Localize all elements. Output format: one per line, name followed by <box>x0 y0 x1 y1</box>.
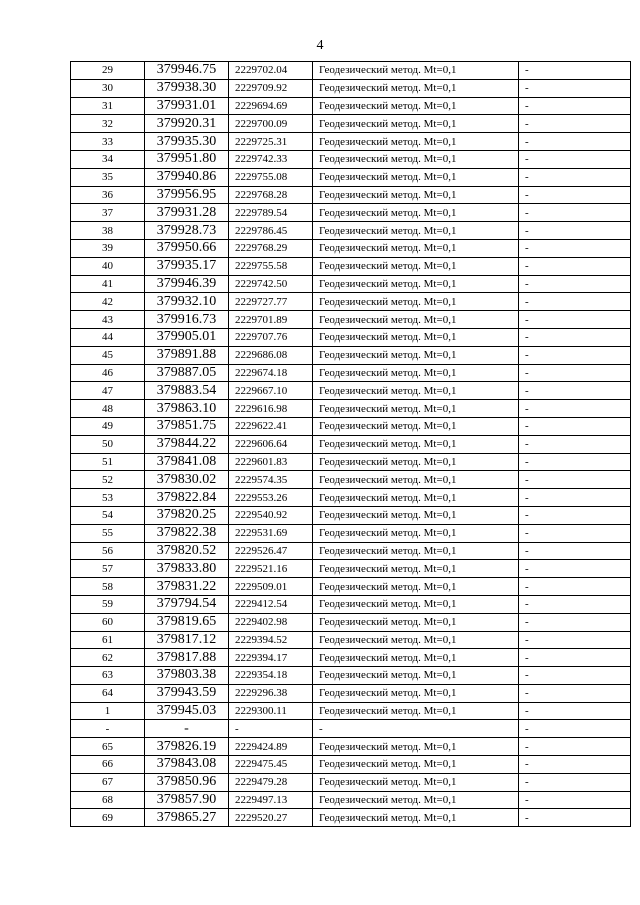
table-row <box>71 364 631 382</box>
point-number-cell: 35 <box>71 168 145 186</box>
y-coordinate-cell: 2229786.45 <box>229 222 313 240</box>
table-row <box>71 328 631 346</box>
table-row <box>71 684 631 702</box>
note-cell: - <box>519 293 631 311</box>
method-cell: Геодезический метод. Mt=0,1 <box>313 649 519 667</box>
point-number-cell: 65 <box>71 738 145 756</box>
y-coordinate-cell: 2229622.41 <box>229 417 313 435</box>
y-coordinate-cell: 2229707.76 <box>229 328 313 346</box>
table-row <box>71 417 631 435</box>
point-number-cell: 36 <box>71 186 145 204</box>
x-coordinate-cell: 379830.02 <box>145 471 229 489</box>
y-coordinate-cell: 2229521.16 <box>229 560 313 578</box>
y-coordinate-cell: 2229526.47 <box>229 542 313 560</box>
method-cell: Геодезический метод. Mt=0,1 <box>313 524 519 542</box>
note-cell: - <box>519 471 631 489</box>
x-coordinate-cell: 379817.12 <box>145 631 229 649</box>
point-number-cell: 37 <box>71 204 145 222</box>
point-number-cell: 67 <box>71 773 145 791</box>
y-coordinate-cell: 2229789.54 <box>229 204 313 222</box>
y-coordinate-cell: 2229479.28 <box>229 773 313 791</box>
method-cell: Геодезический метод. Mt=0,1 <box>313 239 519 257</box>
point-number-cell: 58 <box>71 578 145 596</box>
point-number-cell: 38 <box>71 222 145 240</box>
table-row <box>71 400 631 418</box>
point-number-cell: 46 <box>71 364 145 382</box>
x-coordinate-cell: 379826.19 <box>145 738 229 756</box>
table-row <box>71 204 631 222</box>
x-coordinate-cell: 379940.86 <box>145 168 229 186</box>
table-row <box>71 311 631 329</box>
note-cell: - <box>519 328 631 346</box>
table-row <box>71 453 631 471</box>
point-number-cell: 52 <box>71 471 145 489</box>
table-row <box>71 168 631 186</box>
point-number-cell: 62 <box>71 649 145 667</box>
x-coordinate-cell: 379931.28 <box>145 204 229 222</box>
y-coordinate-cell: 2229424.89 <box>229 738 313 756</box>
table-row <box>71 649 631 667</box>
x-coordinate-cell: 379817.88 <box>145 649 229 667</box>
table-row <box>71 97 631 115</box>
point-number-cell: 41 <box>71 275 145 293</box>
note-cell: - <box>519 720 631 738</box>
x-coordinate-cell: 379946.39 <box>145 275 229 293</box>
x-coordinate-cell: 379831.22 <box>145 578 229 596</box>
table-row <box>71 222 631 240</box>
note-cell: - <box>519 222 631 240</box>
y-coordinate-cell: 2229616.98 <box>229 400 313 418</box>
note-cell: - <box>519 773 631 791</box>
method-cell: Геодезический метод. Mt=0,1 <box>313 578 519 596</box>
y-coordinate-cell: 2229701.89 <box>229 311 313 329</box>
point-number-cell: 48 <box>71 400 145 418</box>
point-number-cell: - <box>71 720 145 738</box>
point-number-cell: 44 <box>71 328 145 346</box>
table-row <box>71 435 631 453</box>
table-row <box>71 738 631 756</box>
note-cell: - <box>519 631 631 649</box>
table-row <box>71 79 631 97</box>
x-coordinate-cell: 379943.59 <box>145 684 229 702</box>
table-row <box>71 631 631 649</box>
note-cell: - <box>519 257 631 275</box>
note-cell: - <box>519 168 631 186</box>
table-row <box>71 560 631 578</box>
method-cell: Геодезический метод. Mt=0,1 <box>313 115 519 133</box>
x-coordinate-cell: 379932.10 <box>145 293 229 311</box>
y-coordinate-cell: 2229296.38 <box>229 684 313 702</box>
note-cell: - <box>519 649 631 667</box>
table-row <box>71 293 631 311</box>
point-number-cell: 31 <box>71 97 145 115</box>
note-cell: - <box>519 239 631 257</box>
method-cell: Геодезический метод. Mt=0,1 <box>313 471 519 489</box>
table-row <box>71 667 631 685</box>
point-number-cell: 33 <box>71 133 145 151</box>
x-coordinate-cell: 379820.25 <box>145 506 229 524</box>
method-cell: Геодезический метод. Mt=0,1 <box>313 400 519 418</box>
table-row <box>71 773 631 791</box>
x-coordinate-cell: 379841.08 <box>145 453 229 471</box>
x-coordinate-cell: 379833.80 <box>145 560 229 578</box>
method-cell: Геодезический метод. Mt=0,1 <box>313 756 519 774</box>
point-number-cell: 69 <box>71 809 145 827</box>
x-coordinate-cell: 379935.17 <box>145 257 229 275</box>
x-coordinate-cell: 379956.95 <box>145 186 229 204</box>
method-cell: - <box>313 720 519 738</box>
x-coordinate-cell: 379931.01 <box>145 97 229 115</box>
note-cell: - <box>519 595 631 613</box>
table-row <box>71 506 631 524</box>
y-coordinate-cell: 2229540.92 <box>229 506 313 524</box>
note-cell: - <box>519 524 631 542</box>
method-cell: Геодезический метод. Mt=0,1 <box>313 275 519 293</box>
x-coordinate-cell: 379905.01 <box>145 328 229 346</box>
method-cell: Геодезический метод. Mt=0,1 <box>313 204 519 222</box>
y-coordinate-cell: 2229768.28 <box>229 186 313 204</box>
table-row <box>71 791 631 809</box>
point-number-cell: 47 <box>71 382 145 400</box>
point-number-cell: 34 <box>71 150 145 168</box>
x-coordinate-cell: 379928.73 <box>145 222 229 240</box>
note-cell: - <box>519 417 631 435</box>
table-row <box>71 720 631 738</box>
method-cell: Геодезический метод. Mt=0,1 <box>313 97 519 115</box>
y-coordinate-cell: 2229667.10 <box>229 382 313 400</box>
y-coordinate-cell: 2229674.18 <box>229 364 313 382</box>
table-row <box>71 150 631 168</box>
point-number-cell: 63 <box>71 667 145 685</box>
table-row <box>71 115 631 133</box>
y-coordinate-cell: 2229354.18 <box>229 667 313 685</box>
point-number-cell: 66 <box>71 756 145 774</box>
method-cell: Геодезический метод. Mt=0,1 <box>313 489 519 507</box>
x-coordinate-cell: - <box>145 720 229 738</box>
note-cell: - <box>519 150 631 168</box>
method-cell: Геодезический метод. Mt=0,1 <box>313 631 519 649</box>
x-coordinate-cell: 379891.88 <box>145 346 229 364</box>
x-coordinate-cell: 379803.38 <box>145 667 229 685</box>
method-cell: Геодезический метод. Mt=0,1 <box>313 79 519 97</box>
method-cell: Геодезический метод. Mt=0,1 <box>313 293 519 311</box>
table-row <box>71 239 631 257</box>
x-coordinate-cell: 379819.65 <box>145 613 229 631</box>
table-row <box>71 382 631 400</box>
method-cell: Геодезический метод. Mt=0,1 <box>313 62 519 80</box>
note-cell: - <box>519 275 631 293</box>
y-coordinate-cell: 2229755.08 <box>229 168 313 186</box>
table-row <box>71 133 631 151</box>
note-cell: - <box>519 506 631 524</box>
note-cell: - <box>519 79 631 97</box>
point-number-cell: 39 <box>71 239 145 257</box>
method-cell: Геодезический метод. Mt=0,1 <box>313 684 519 702</box>
method-cell: Геодезический метод. Mt=0,1 <box>313 168 519 186</box>
table-row <box>71 756 631 774</box>
x-coordinate-cell: 379883.54 <box>145 382 229 400</box>
point-number-cell: 57 <box>71 560 145 578</box>
table-row <box>71 62 631 80</box>
table-row <box>71 578 631 596</box>
method-cell: Геодезический метод. Mt=0,1 <box>313 435 519 453</box>
y-coordinate-cell: 2229727.77 <box>229 293 313 311</box>
coordinates-table-body <box>71 62 631 827</box>
table-row <box>71 346 631 364</box>
point-number-cell: 55 <box>71 524 145 542</box>
table-row <box>71 542 631 560</box>
method-cell: Геодезический метод. Mt=0,1 <box>313 346 519 364</box>
note-cell: - <box>519 435 631 453</box>
method-cell: Геодезический метод. Mt=0,1 <box>313 667 519 685</box>
method-cell: Геодезический метод. Mt=0,1 <box>313 150 519 168</box>
method-cell: Геодезический метод. Mt=0,1 <box>313 613 519 631</box>
note-cell: - <box>519 400 631 418</box>
y-coordinate-cell: 2229412.54 <box>229 595 313 613</box>
note-cell: - <box>519 791 631 809</box>
note-cell: - <box>519 382 631 400</box>
point-number-cell: 50 <box>71 435 145 453</box>
table-row <box>71 613 631 631</box>
note-cell: - <box>519 62 631 80</box>
note-cell: - <box>519 489 631 507</box>
note-cell: - <box>519 756 631 774</box>
method-cell: Геодезический метод. Mt=0,1 <box>313 791 519 809</box>
point-number-cell: 53 <box>71 489 145 507</box>
y-coordinate-cell: 2229694.69 <box>229 97 313 115</box>
y-coordinate-cell: 2229606.64 <box>229 435 313 453</box>
table-row <box>71 275 631 293</box>
y-coordinate-cell: 2229742.33 <box>229 150 313 168</box>
method-cell: Геодезический метод. Mt=0,1 <box>313 738 519 756</box>
table-row <box>71 595 631 613</box>
x-coordinate-cell: 379945.03 <box>145 702 229 720</box>
x-coordinate-cell: 379857.90 <box>145 791 229 809</box>
table-row <box>71 809 631 827</box>
x-coordinate-cell: 379938.30 <box>145 79 229 97</box>
method-cell: Геодезический метод. Mt=0,1 <box>313 186 519 204</box>
table-row <box>71 489 631 507</box>
note-cell: - <box>519 204 631 222</box>
method-cell: Геодезический метод. Mt=0,1 <box>313 328 519 346</box>
x-coordinate-cell: 379851.75 <box>145 417 229 435</box>
x-coordinate-cell: 379843.08 <box>145 756 229 774</box>
note-cell: - <box>519 542 631 560</box>
y-coordinate-cell: 2229497.13 <box>229 791 313 809</box>
point-number-cell: 68 <box>71 791 145 809</box>
method-cell: Геодезический метод. Mt=0,1 <box>313 542 519 560</box>
x-coordinate-cell: 379887.05 <box>145 364 229 382</box>
method-cell: Геодезический метод. Mt=0,1 <box>313 382 519 400</box>
y-coordinate-cell: 2229709.92 <box>229 79 313 97</box>
point-number-cell: 42 <box>71 293 145 311</box>
point-number-cell: 1 <box>71 702 145 720</box>
x-coordinate-cell: 379950.66 <box>145 239 229 257</box>
x-coordinate-cell: 379865.27 <box>145 809 229 827</box>
note-cell: - <box>519 453 631 471</box>
coordinates-table <box>70 61 631 827</box>
point-number-cell: 29 <box>71 62 145 80</box>
note-cell: - <box>519 560 631 578</box>
x-coordinate-cell: 379844.22 <box>145 435 229 453</box>
method-cell: Геодезический метод. Mt=0,1 <box>313 311 519 329</box>
y-coordinate-cell: - <box>229 720 313 738</box>
x-coordinate-cell: 379935.30 <box>145 133 229 151</box>
note-cell: - <box>519 613 631 631</box>
point-number-cell: 30 <box>71 79 145 97</box>
method-cell: Геодезический метод. Mt=0,1 <box>313 702 519 720</box>
x-coordinate-cell: 379863.10 <box>145 400 229 418</box>
point-number-cell: 49 <box>71 417 145 435</box>
note-cell: - <box>519 115 631 133</box>
note-cell: - <box>519 809 631 827</box>
y-coordinate-cell: 2229300.11 <box>229 702 313 720</box>
note-cell: - <box>519 133 631 151</box>
method-cell: Геодезический метод. Mt=0,1 <box>313 417 519 435</box>
x-coordinate-cell: 379794.54 <box>145 595 229 613</box>
point-number-cell: 43 <box>71 311 145 329</box>
x-coordinate-cell: 379822.38 <box>145 524 229 542</box>
point-number-cell: 40 <box>71 257 145 275</box>
y-coordinate-cell: 2229700.09 <box>229 115 313 133</box>
x-coordinate-cell: 379951.80 <box>145 150 229 168</box>
y-coordinate-cell: 2229394.17 <box>229 649 313 667</box>
note-cell: - <box>519 684 631 702</box>
y-coordinate-cell: 2229553.26 <box>229 489 313 507</box>
table-row <box>71 471 631 489</box>
table-row <box>71 702 631 720</box>
point-number-cell: 45 <box>71 346 145 364</box>
table-row <box>71 186 631 204</box>
point-number-cell: 32 <box>71 115 145 133</box>
x-coordinate-cell: 379946.75 <box>145 62 229 80</box>
point-number-cell: 61 <box>71 631 145 649</box>
x-coordinate-cell: 379916.73 <box>145 311 229 329</box>
y-coordinate-cell: 2229531.69 <box>229 524 313 542</box>
method-cell: Геодезический метод. Mt=0,1 <box>313 506 519 524</box>
x-coordinate-cell: 379920.31 <box>145 115 229 133</box>
y-coordinate-cell: 2229686.08 <box>229 346 313 364</box>
point-number-cell: 51 <box>71 453 145 471</box>
note-cell: - <box>519 97 631 115</box>
x-coordinate-cell: 379850.96 <box>145 773 229 791</box>
note-cell: - <box>519 578 631 596</box>
y-coordinate-cell: 2229768.29 <box>229 239 313 257</box>
method-cell: Геодезический метод. Mt=0,1 <box>313 364 519 382</box>
note-cell: - <box>519 702 631 720</box>
y-coordinate-cell: 2229755.58 <box>229 257 313 275</box>
y-coordinate-cell: 2229601.83 <box>229 453 313 471</box>
x-coordinate-cell: 379822.84 <box>145 489 229 507</box>
page-number: 4 <box>316 38 324 53</box>
point-number-cell: 56 <box>71 542 145 560</box>
note-cell: - <box>519 186 631 204</box>
method-cell: Геодезический метод. Mt=0,1 <box>313 257 519 275</box>
table-row <box>71 257 631 275</box>
note-cell: - <box>519 738 631 756</box>
y-coordinate-cell: 2229702.04 <box>229 62 313 80</box>
method-cell: Геодезический метод. Mt=0,1 <box>313 595 519 613</box>
note-cell: - <box>519 364 631 382</box>
y-coordinate-cell: 2229394.52 <box>229 631 313 649</box>
y-coordinate-cell: 2229520.27 <box>229 809 313 827</box>
method-cell: Геодезический метод. Mt=0,1 <box>313 133 519 151</box>
y-coordinate-cell: 2229475.45 <box>229 756 313 774</box>
method-cell: Геодезический метод. Mt=0,1 <box>313 222 519 240</box>
y-coordinate-cell: 2229742.50 <box>229 275 313 293</box>
point-number-cell: 60 <box>71 613 145 631</box>
point-number-cell: 59 <box>71 595 145 613</box>
table-row <box>71 524 631 542</box>
y-coordinate-cell: 2229509.01 <box>229 578 313 596</box>
method-cell: Геодезический метод. Mt=0,1 <box>313 809 519 827</box>
y-coordinate-cell: 2229402.98 <box>229 613 313 631</box>
x-coordinate-cell: 379820.52 <box>145 542 229 560</box>
note-cell: - <box>519 346 631 364</box>
method-cell: Геодезический метод. Mt=0,1 <box>313 560 519 578</box>
y-coordinate-cell: 2229574.35 <box>229 471 313 489</box>
point-number-cell: 64 <box>71 684 145 702</box>
note-cell: - <box>519 667 631 685</box>
note-cell: - <box>519 311 631 329</box>
method-cell: Геодезический метод. Mt=0,1 <box>313 773 519 791</box>
y-coordinate-cell: 2229725.31 <box>229 133 313 151</box>
point-number-cell: 54 <box>71 506 145 524</box>
method-cell: Геодезический метод. Mt=0,1 <box>313 453 519 471</box>
